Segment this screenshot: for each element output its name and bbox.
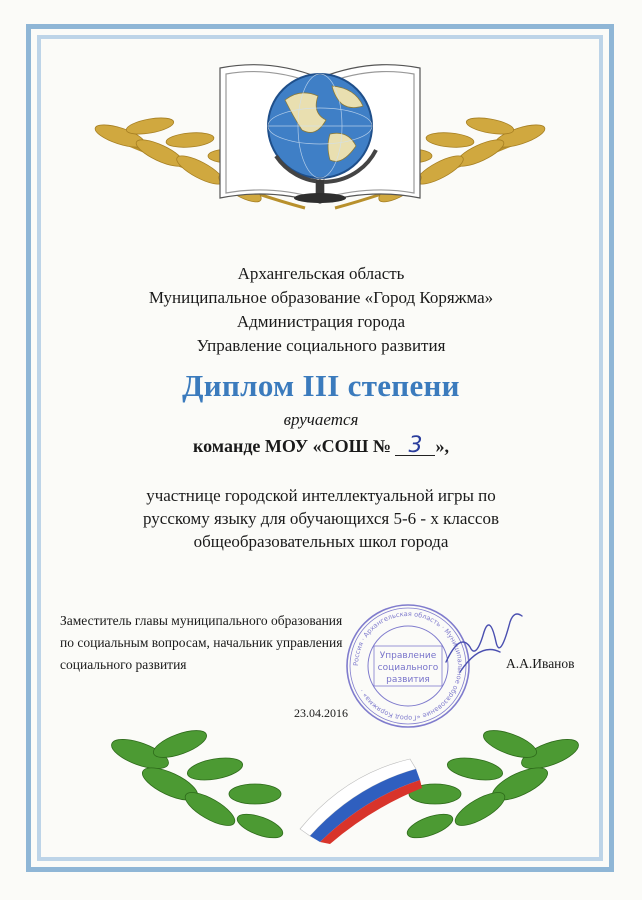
stamp-center-line: Управление (379, 651, 437, 661)
municipality-line: Муниципальное образование «Город Коряжма» (148, 288, 494, 307)
description-line: русскому языку для обучающихся 5-6 - х классов (143, 509, 499, 528)
team-line (0, 433, 642, 458)
signatory-line: по социальным вопросам, начальник управления (60, 635, 343, 650)
department-line: Управление социального развития (196, 336, 446, 355)
diploma-title: Диплом III степени (182, 368, 460, 403)
hands-over-text: вручается (283, 410, 359, 429)
stamp-ring-text: Россия · Архангельская область · Муниципальное образование «Город Коряжма» · (351, 609, 465, 723)
laurel-ribbon-ornament (110, 714, 580, 844)
administration-line: Администрация города (236, 312, 406, 331)
stamp-center-line: социального (377, 663, 439, 673)
description (0, 484, 642, 553)
team-suffix: », (435, 436, 449, 456)
issue-date: 23.04.2016 (294, 706, 348, 720)
stamp-center-line: развития (386, 675, 430, 685)
team-prefix: команде МОУ «СОШ № (193, 436, 391, 456)
school-number: 3 (395, 437, 435, 456)
signer-name: А.А.Иванов (506, 656, 575, 671)
description-line: участнице городской интеллектуальной игры по (146, 486, 496, 505)
description-line: общеобразовательных школ города (193, 532, 449, 551)
handwritten-signature (440, 602, 530, 682)
region-line: Архангельская область (237, 264, 405, 283)
globe-book-emblem (80, 38, 560, 223)
signatory-position (60, 610, 342, 676)
signatory-line: Заместитель главы муниципального образования (60, 613, 343, 628)
signatory-line: социального развития (60, 657, 187, 672)
